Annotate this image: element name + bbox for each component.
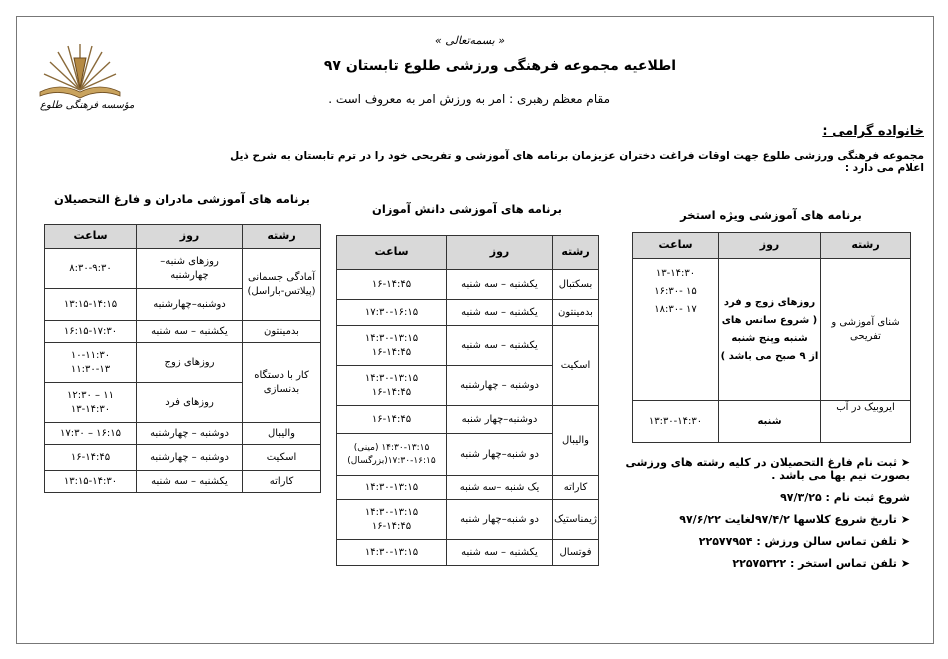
field-cell: فوتسال [553, 540, 599, 566]
time-cell: ۱۶-۱۴:۴۵ [45, 445, 137, 471]
field-cell: اسکیت [243, 445, 321, 471]
field-cell: کاراته [553, 476, 599, 500]
day-cell: روزهای شنبه– چهارشنبه [137, 249, 243, 289]
table-row [337, 476, 599, 500]
notes-block [620, 456, 910, 579]
table-row [337, 500, 599, 540]
table-row [337, 406, 599, 434]
page-title: اطلاعیه مجموعه فرهنگی ورزشی طلوع تابستان ۹۷ [323, 58, 677, 74]
pen-sun-logo-icon [38, 38, 122, 102]
students-table [336, 235, 599, 566]
time-cell: ۱۴:۳۰-۱۳:۱۵ [337, 476, 447, 500]
field-cell: والیبال [243, 423, 321, 445]
time-cell: ۱۴:۳۰-۱۳:۱۵ [337, 540, 447, 566]
header-day: روز [447, 236, 553, 270]
arrow-bullet-icon: ➤ [896, 557, 910, 570]
table-row [45, 423, 321, 445]
day-cell: یکشنبه – سه شنبه [447, 326, 553, 366]
table-row [337, 300, 599, 326]
header-field: رشته [553, 236, 599, 270]
note-pool-phone: ➤ تلفن تماس استخر : ۲۲۵۷۵۳۲۲ [732, 557, 910, 570]
table-row [633, 259, 911, 401]
time-cell: ۸:۳۰-۹:۳۰ [45, 249, 137, 289]
day-cell: دوشنبه–چهارشنبه [137, 289, 243, 321]
note-gym-phone: ➤ تلفن تماس سالن ورزش : ۲۲۵۷۷۹۵۴ [698, 535, 910, 548]
field-cell: بدمینتون [553, 300, 599, 326]
day-cell: دوشنبه – چهارشنبه [137, 445, 243, 471]
note-classes: ➤ تاریخ شروع کلاسها ۹۷/۴/۲لغایت ۹۷/۶/۲۲ [679, 513, 910, 526]
pool-table [632, 232, 911, 443]
logo-caption: مؤسسه فرهنگی طلوع [40, 100, 135, 111]
day-cell: یکشنبه – سه شنبه [137, 471, 243, 493]
time-cell: ۱۶:۱۵-۱۷:۳۰ [45, 321, 137, 343]
field-cell: اسکیت [553, 326, 599, 406]
intro-text: مجموعه فرهنگی ورزشی طلوع جهت اوقات فراغت دختران عزیزمان برنامه های آموزشی و تفریحی خود را در ترم تابستان به شرح ذیل اعلام می دارد : [230, 150, 924, 174]
header-field: رشته [243, 225, 321, 249]
arrow-bullet-icon: ➤ [896, 513, 910, 526]
field-cell: شنای آموزشی و تفریحی [821, 259, 911, 401]
table-row [633, 401, 911, 443]
field-cell: ژیمناستیک [553, 500, 599, 540]
day-cell: دو شنبه–چهار شنبه [447, 500, 553, 540]
day-cell: دوشنبه – چهارشنبه [447, 366, 553, 406]
greeting: خانواده گرامی : [822, 124, 924, 139]
table-row [45, 343, 321, 383]
basmala: « بسمه‌تعالی » [435, 34, 505, 47]
header-time: ساعت [45, 225, 137, 249]
table-row [337, 326, 599, 366]
time-cell: ۱۶-۱۴:۴۵ [337, 406, 447, 434]
field-cell: ایروبیک در آب [821, 401, 911, 443]
pool-section-title: برنامه های آموزشی ویژه استخر [680, 208, 862, 222]
time-cell: ۱۶:۱۵ – ۱۷:۳۰ [45, 423, 137, 445]
table-row [337, 270, 599, 300]
time-cell: ۱۷:۳۰-۱۶:۱۵ [337, 300, 447, 326]
table-row [45, 471, 321, 493]
day-cell: دو شنبه–چهار شنبه [447, 434, 553, 476]
header-day: روز [137, 225, 243, 249]
day-cell: یکشنبه – سه شنبه [447, 540, 553, 566]
time-cell: ۱۰-۱۱:۳۰ ۱۱:۳۰-۱۳ [45, 343, 137, 383]
day-cell: روزهای فرد [137, 383, 243, 423]
day-cell: دوشنبه – چهارشنبه [137, 423, 243, 445]
header-day: روز [719, 233, 821, 259]
students-section-title: برنامه های آموزشی دانش آموزان [372, 202, 562, 216]
arrow-bullet-icon: ➤ [896, 456, 910, 469]
field-cell: بدمینتون [243, 321, 321, 343]
table-row [45, 249, 321, 289]
day-cell: دوشنبه–چهار شنبه [447, 406, 553, 434]
arrow-bullet-icon: ➤ [896, 535, 910, 548]
time-cell: ۱۴:۳۰-۱۳:۱۵ ۱۶-۱۴:۴۵ [337, 500, 447, 540]
field-cell: کار با دستگاه بدنسازی [243, 343, 321, 423]
table-row [337, 540, 599, 566]
field-cell: آمادگی جسمانی (پیلاتس-باراسل) [243, 249, 321, 321]
time-cell: ۱۶-۱۴:۴۵ [337, 270, 447, 300]
day-cell: روزهای زوج و فرد ( شروع سانس های شنبه وپنج شنبه از ۹ صبح می باشد ) [719, 259, 821, 401]
header-time: ساعت [633, 233, 719, 259]
day-cell: یکشنبه – سه شنبه [447, 300, 553, 326]
field-cell: والیبال [553, 406, 599, 476]
mothers-table [44, 224, 321, 493]
table-row [45, 445, 321, 471]
time-cell: ۱۴:۳۰-۱۳:۱۵ (مینی) ۱۷:۳۰-۱۶:۱۵(بزرگسال) [337, 434, 447, 476]
time-cell: ۱۳:۱۵-۱۴:۱۵ [45, 289, 137, 321]
note-registration: ➤ ثبت نام فارغ التحصیلان در کلیه رشته های ورزشی بصورت نیم بها می باشد . [625, 456, 910, 482]
header-field: رشته [821, 233, 911, 259]
day-cell: یکشنبه – سه شنبه [447, 270, 553, 300]
day-cell: شنبه [719, 401, 821, 443]
header-time: ساعت [337, 236, 447, 270]
day-cell: روزهای زوج [137, 343, 243, 383]
day-cell: یکشنبه – سه شنبه [137, 321, 243, 343]
time-cell: ۱۳:۱۵-۱۴:۳۰ [45, 471, 137, 493]
time-cell: ۱۱ – ۱۲:۳۰ ۱۳-۱۴:۳۰ [45, 383, 137, 423]
leader-quote: مقام معظم رهبری : امر به ورزش امر به معروف است . [328, 92, 610, 106]
field-cell: بسکتبال [553, 270, 599, 300]
table-row [45, 321, 321, 343]
day-cell: یک شنبه –سه شنبه [447, 476, 553, 500]
mothers-section-title: برنامه های آموزشی مادران و فارغ التحصیلان [54, 192, 310, 206]
note-start: شروع ثبت نام : ۹۷/۳/۲۵ [780, 491, 910, 504]
time-cell: ۱۳-۱۴:۳۰ ۱۵ -۱۶:۳۰ ۱۷ -۱۸:۳۰ [633, 259, 719, 401]
time-cell: ۱۴:۳۰-۱۳:۱۵ ۱۶-۱۴:۴۵ [337, 326, 447, 366]
time-cell: ۱۴:۳۰-۱۳:۱۵ ۱۶-۱۴:۴۵ [337, 366, 447, 406]
field-cell: کاراته [243, 471, 321, 493]
time-cell: ۱۳:۳۰-۱۴:۳۰ [633, 401, 719, 443]
